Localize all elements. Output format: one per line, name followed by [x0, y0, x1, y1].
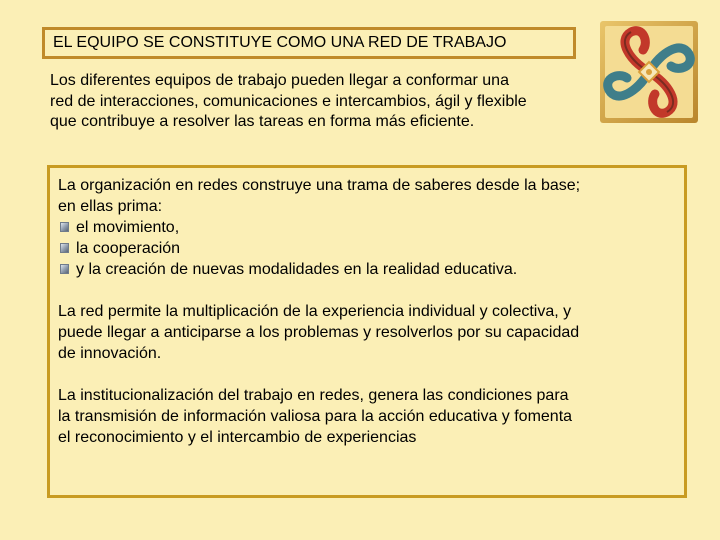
intro-line: red de interacciones, comunicaciones e intercambios, ágil y flexible: [50, 92, 527, 110]
content-box: [47, 165, 687, 498]
paragraph-line: puede llegar a anticiparse a los problemas y resolverlos por su capacidad: [58, 324, 580, 341]
list-item: [58, 238, 676, 259]
square-bullet-icon: [60, 222, 69, 232]
list-item: [58, 217, 676, 238]
organization-paragraph: [58, 175, 676, 217]
list-item-text: el movimiento,: [76, 219, 180, 236]
knot-emblem-icon: [599, 20, 699, 124]
slide-title-box: [42, 27, 576, 59]
slide-title: EL EQUIPO SE CONSTITUYE COMO UNA RED DE TRABAJO: [53, 34, 507, 51]
intro-line: que contribuye a resolver las tareas en forma más eficiente.: [50, 113, 475, 130]
paragraph-line: en ellas prima:: [58, 198, 163, 215]
list-item-text: la cooperación: [76, 240, 181, 257]
paragraph-line: La institucionalización del trabajo en redes, genera las condiciones para: [58, 387, 569, 404]
list-item-text: y la creación de nuevas modalidades en la realidad educativa.: [76, 261, 518, 278]
square-bullet-icon: [60, 264, 69, 274]
intro-line: Los diferentes equipos de trabajo pueden llegar a conformar una: [50, 72, 509, 89]
paragraph-line: la transmisión de información valiosa para la acción educativa y fomenta: [58, 408, 573, 425]
institutionalization-paragraph: [58, 385, 676, 448]
paragraph-line: La organización en redes construye una trama de saberes desde la base;: [58, 177, 581, 194]
paragraph-line: La red permite la multiplicación de la experiencia individual y colectiva, y: [58, 303, 572, 320]
paragraph-line: de innovación.: [58, 345, 162, 362]
network-paragraph: [58, 301, 676, 364]
square-bullet-icon: [60, 243, 69, 253]
intro-paragraph: [50, 71, 590, 133]
list-item: [58, 259, 676, 280]
bullet-list: [58, 217, 676, 280]
paragraph-line: el reconocimiento y el intercambio de experiencias: [58, 429, 417, 446]
